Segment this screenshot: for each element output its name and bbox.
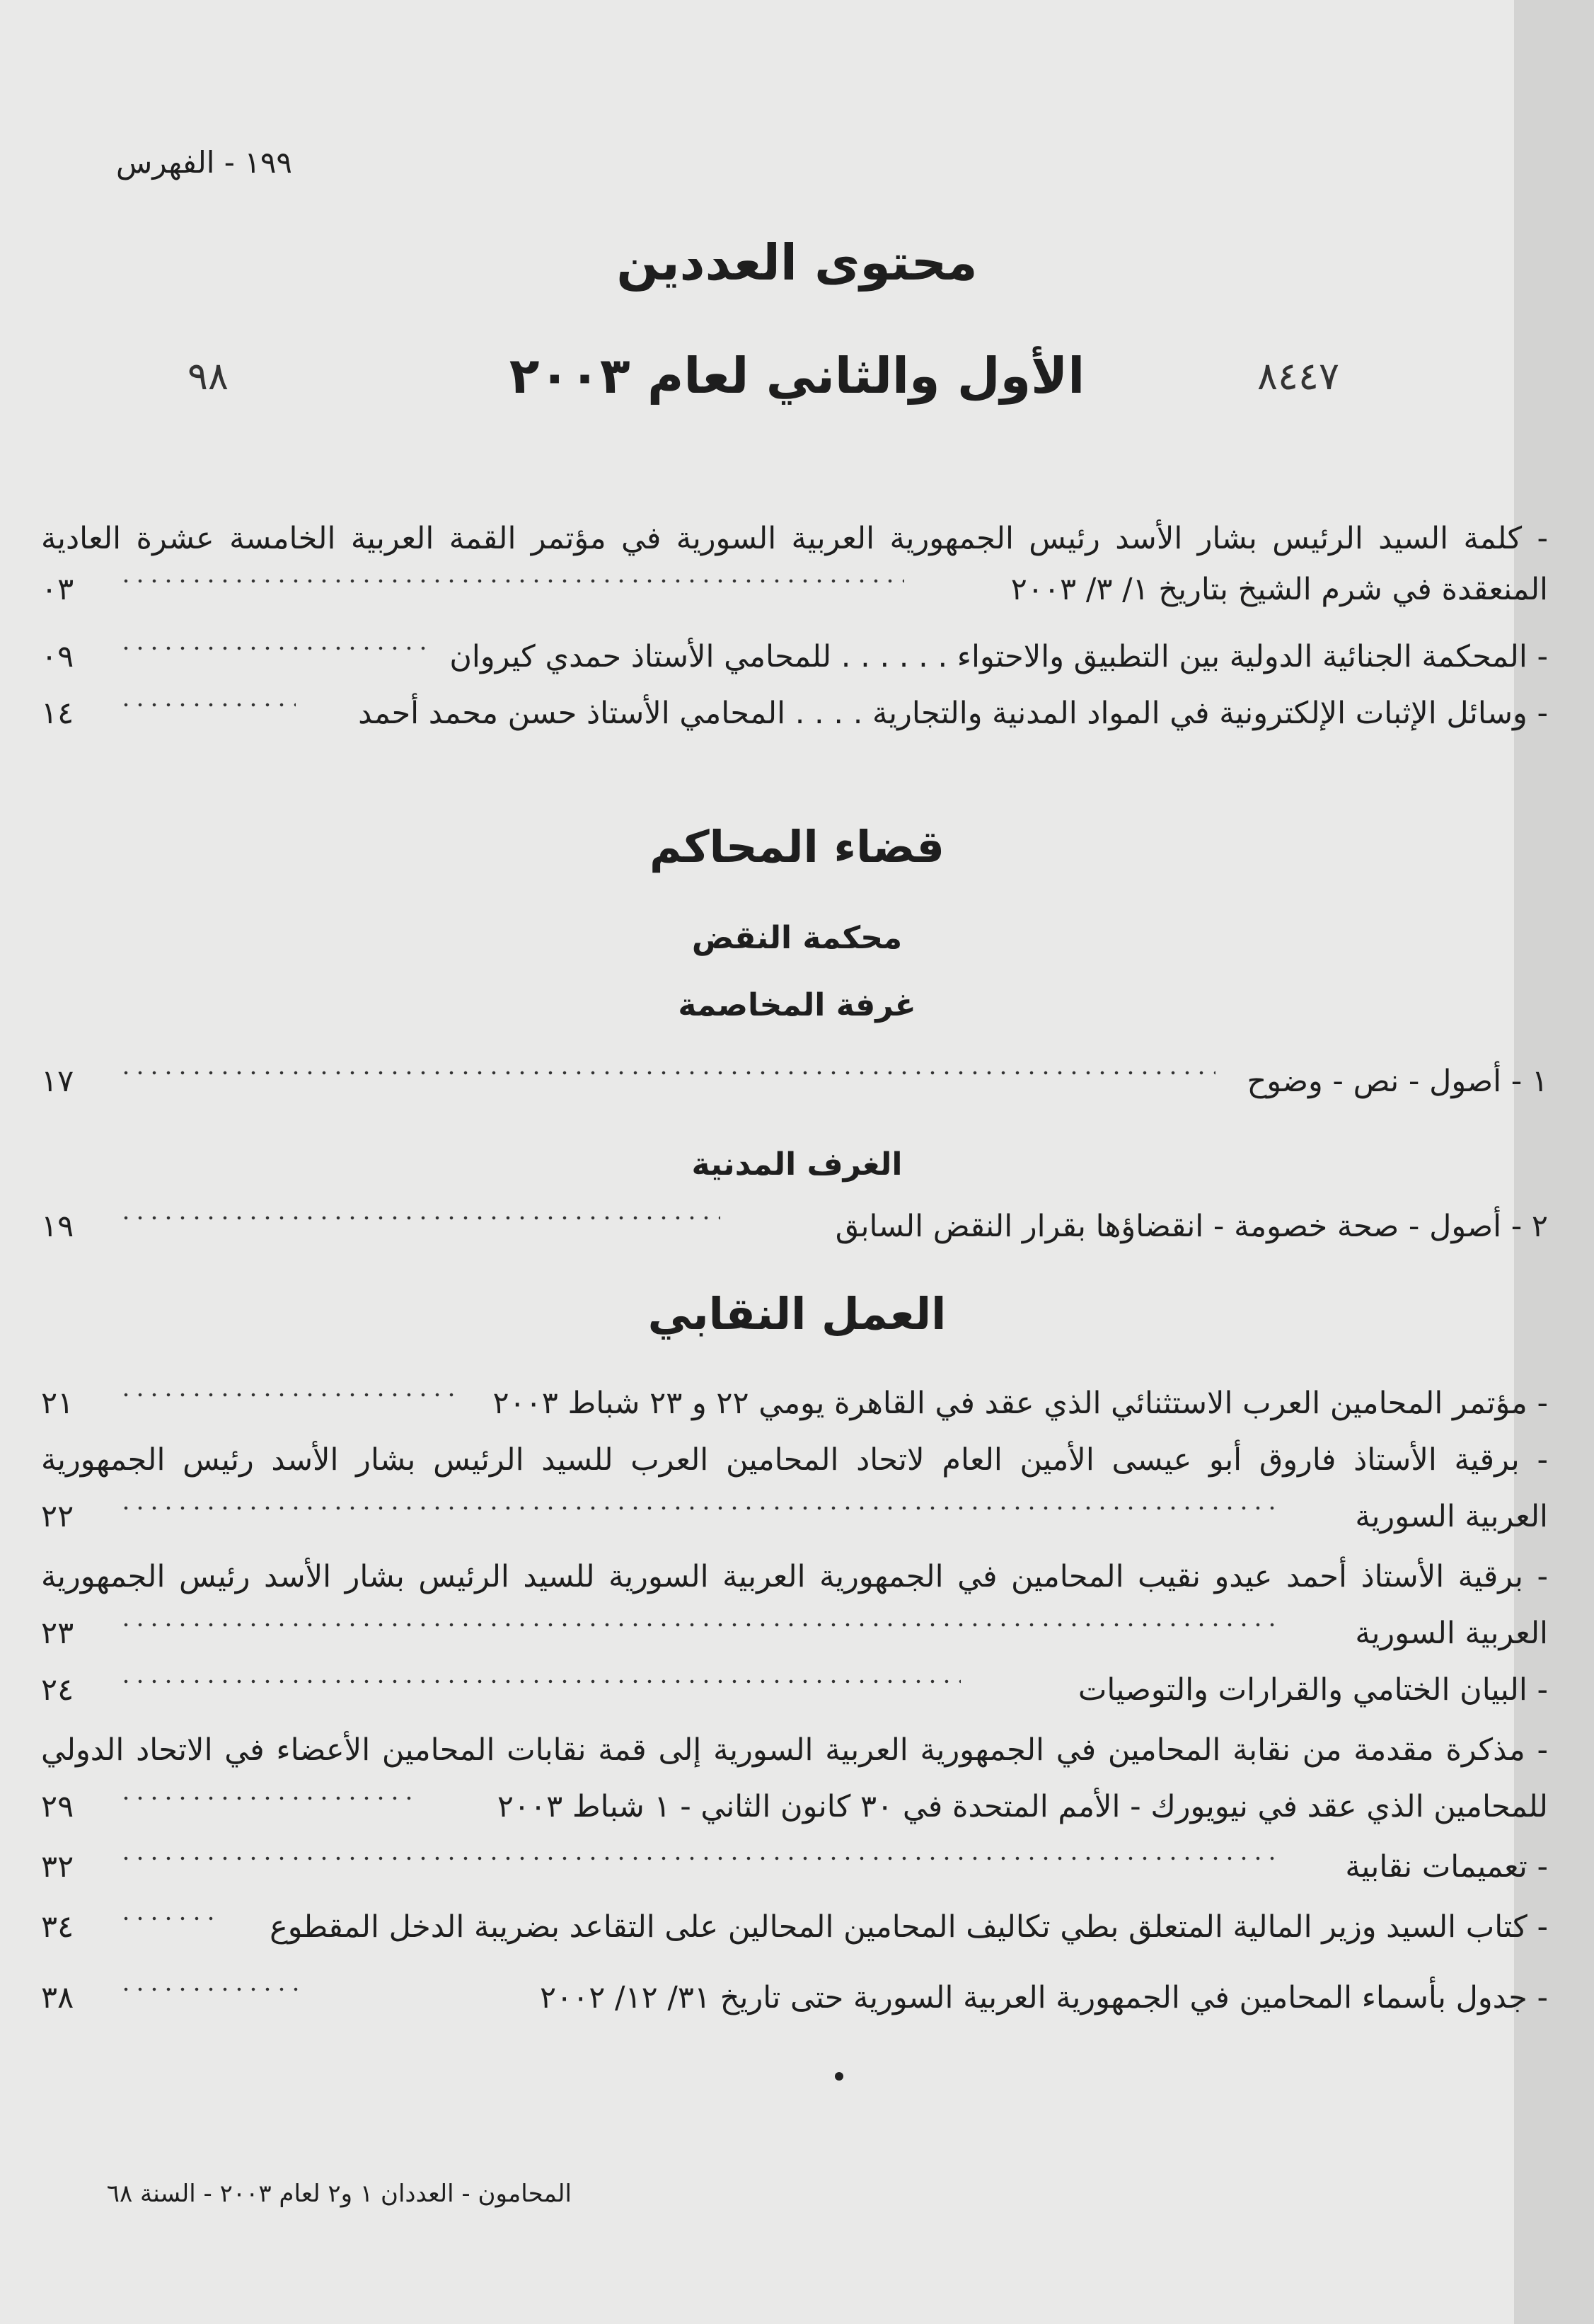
dot-leader [119,1506,1279,1510]
subsection-court: محكمة النقض [691,920,903,956]
dot-leader [119,1987,303,1991]
toc-page-number: ٢٤ [41,1672,74,1708]
toc-page-number: ٢٢ [41,1499,74,1534]
toc-entry-text: - برقية الأستاذ فاروق أبو عيسى الأمين العام لاتحاد المحامين العرب للسيد الرئيس بشار الأسد رئيس الجمهورية [41,1442,1548,1478]
toc-entry-text: - جدول بأسماء المحامين في الجمهورية العربية السورية حتى تاريخ ٣١/ ١٢/ ٢٠٠٢ [539,1980,1548,2015]
section-title-courts: قضاء المحاكم [649,821,945,873]
toc-page-number: ٣٤ [41,1909,74,1945]
toc-entry-line [41,1437,1548,1483]
dot-leader [119,1393,458,1397]
toc-entry-text: المنعقدة في شرم الشيخ بتاريخ ١/ ٣/ ٢٠٠٣ [1010,572,1548,607]
toc-entry [41,1380,1548,1427]
toc-page-number: ٢٣ [41,1616,74,1651]
toc-entry-text: ١ - أصول - نص - وضوح [1247,1064,1548,1099]
toc-entry [41,1667,1548,1713]
toc-entry [41,1904,1548,1950]
toc-page-number: ٢٩ [41,1789,74,1824]
toc-page-number: ٣٨ [41,1980,74,2015]
toc-entry [41,1493,1548,1540]
running-head: ١٩٩ - الفهرس [115,145,292,180]
dot-leader [119,1916,218,1921]
toc-entry [41,1783,1548,1830]
toc-entry [41,1974,1548,2021]
toc-entry [41,1610,1548,1657]
toc-entry-text: - مذكرة مقدمة من نقابة المحامين في الجمهورية العربية السورية إلى قمة نقابات المحامين الأعضاء في الاتحاد الدولي [41,1732,1548,1768]
dot-leader [119,579,904,583]
toc-entry-line [41,515,1548,562]
toc-entry [41,1843,1548,1890]
toc-page-number: ٣٢ [41,1849,74,1885]
dot-leader [119,646,430,650]
dot-leader [119,1856,1279,1860]
toc-entry-text: - مؤتمر المحامين العرب الاستثنائي الذي عقد في القاهرة يومي ٢٢ و ٢٣ شباط ٢٠٠٣ [492,1386,1548,1421]
toc-entry-text: - وسائل الإثبات الإلكترونية في المواد المدنية والتجارية . . . . المحامي الأستاذ حسن محمد أحمد [358,696,1548,731]
toc-entry-line [41,1727,1548,1773]
dot-leader [119,1216,720,1220]
toc-entry-text: - كتاب السيد وزير المالية المتعلق بطي تكاليف المحامين المحالين على التقاعد بضريبة الدخل المقطوع [270,1909,1548,1945]
toc-page-number: ٠٩ [41,639,74,674]
toc-entry-text: - كلمة السيد الرئيس بشار الأسد رئيس الجمهورية العربية السورية في مؤتمر القمة العربية الخامسة عشرة العادية [41,521,1548,556]
toc-entry-text: ٢ - أصول - صحة خصومة - انقضاؤها بقرار النقض السابق [835,1209,1548,1244]
toc-page-number: ٠٣ [41,572,74,607]
page-footer: المحامون - العددان ١ و٢ لعام ٢٠٠٣ - السنة ٦٨ [106,2180,572,2208]
toc-page-number: ١٩ [41,1209,74,1244]
toc-entry-text: - تعميمات نقابية [1345,1849,1548,1885]
toc-page-number: ١٤ [41,696,74,731]
toc-entry [41,690,1548,737]
title-line-1: محتوى العددين [616,234,978,292]
dot-leader [119,1679,961,1684]
toc-entry-text: - البيان الختامي والقرارات والتوصيات [1078,1672,1548,1708]
toc-entry [41,566,1548,613]
dot-leader [119,1071,1215,1075]
toc-entry [41,1203,1548,1250]
toc-entry-text: - برقية الأستاذ أحمد عيدو نقيب المحامين في الجمهورية العربية السورية للسيد الرئيس بشار الأسد رئيس الجمهورية [41,1559,1548,1594]
toc-entry [41,1058,1548,1105]
toc-entry-text: العربية السورية [1355,1499,1548,1534]
section-title-union-work: العمل النقابي [647,1288,947,1340]
title-line-2: الأول والثاني لعام ٢٠٠٣ [509,347,1085,405]
dot-leader [119,703,296,707]
handwritten-number-left: ٩٨ [187,354,229,398]
toc-entry-text: للمحامين الذي عقد في نيويورك - الأمم المتحدة في ٣٠ كانون الثاني - ١ شباط ٢٠٠٣ [497,1789,1548,1824]
end-bullet-dot [835,2072,843,2081]
dot-leader [119,1796,416,1800]
handwritten-number-right: ٨٤٤٧ [1257,354,1339,398]
toc-entry-text: - المحكمة الجنائية الدولية بين التطبيق والاحتواء . . . . . . للمحامي الأستاذ حمدي كيروان [449,639,1548,674]
toc-page-number: ٢١ [41,1386,74,1421]
subsection-civil-chambers: الغرف المدنية [691,1146,903,1183]
toc-page-number: ١٧ [41,1064,74,1099]
subsection-chamber: غرفة المخاصمة [678,987,916,1023]
toc-entry [41,633,1548,680]
toc-entry-text: العربية السورية [1355,1616,1548,1651]
dot-leader [119,1623,1279,1627]
toc-entry-line [41,1553,1548,1600]
